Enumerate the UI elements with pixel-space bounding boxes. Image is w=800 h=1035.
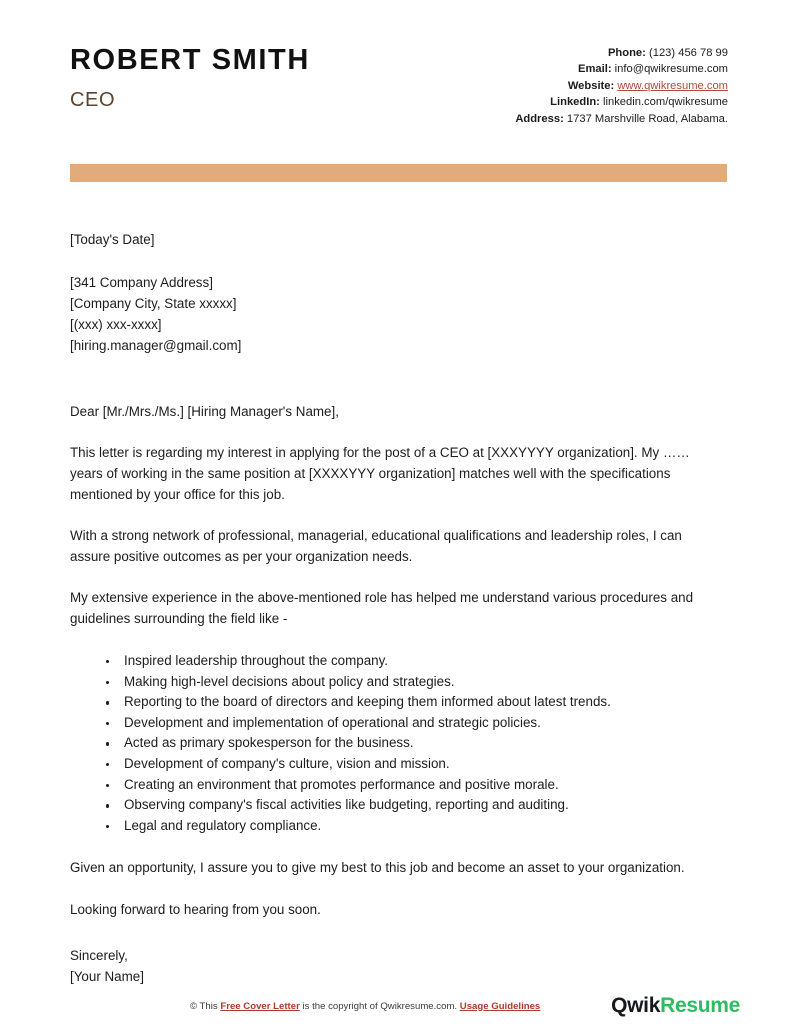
- contact-value-address: 1737 Marshville Road, Alabama.: [566, 112, 728, 125]
- contact-value-phone: (123) 456 78 99: [649, 47, 728, 59]
- usage-guidelines-link[interactable]: Usage Guidelines: [459, 1000, 541, 1012]
- signoff-valediction: Sincerely,: [70, 948, 128, 964]
- free-cover-letter-link[interactable]: Free Cover Letter: [220, 1000, 300, 1012]
- letter-body: [0, 229, 800, 987]
- list-item: Legal and regulatory compliance.: [106, 816, 720, 837]
- letter-closing-paragraph-2: Looking forward to hearing from you soon.: [70, 902, 321, 918]
- list-item: Development of company's culture, vision and mission.: [106, 754, 720, 775]
- contact-row-email: [515, 61, 728, 77]
- accent-divider-bar: [70, 164, 727, 182]
- recipient-line-phone: [(xxx) xxx-xxxx]: [70, 317, 162, 333]
- contact-label-email: Email:: [577, 63, 612, 76]
- letter-date: [Today's Date]: [70, 232, 155, 248]
- letter-salutation: Dear [Mr./Mrs./Ms.] [Hiring Manager's Name],: [70, 404, 339, 420]
- list-item: Acted as primary spokesperson for the business.: [106, 733, 720, 754]
- contact-row-phone: [515, 45, 728, 61]
- list-item: Inspired leadership throughout the company.: [106, 651, 720, 672]
- identity-block: [70, 40, 310, 112]
- letter-header: [0, 0, 800, 127]
- contact-value-email: info@qwikresume.com: [614, 63, 728, 76]
- list-item: Creating an environment that promotes performance and positive morale.: [106, 775, 720, 796]
- logo-text-qwik: Qwik: [611, 994, 661, 1017]
- list-item: Observing company's fiscal activities like budgeting, reporting and auditing.: [106, 795, 720, 816]
- contact-row-website: [515, 78, 728, 94]
- contact-label-address: Address:: [515, 112, 564, 125]
- recipient-address-block: [70, 272, 720, 356]
- letter-paragraph-2: With a strong network of professional, managerial, educational qualifications and leadership roles, I can assure positive outcomes as per your organization needs.: [70, 528, 682, 565]
- list-item: Reporting to the board of directors and keeping them informed about latest trends.: [106, 692, 720, 713]
- contact-details: [515, 40, 728, 127]
- recipient-line-email: [hiring.manager@gmail.com]: [70, 338, 242, 354]
- logo-text-resume: Resume: [660, 994, 740, 1017]
- applicant-name: ROBERT SMITH: [70, 44, 310, 76]
- qwikresume-logo: [611, 994, 740, 1018]
- applicant-job-title: CEO: [70, 89, 116, 112]
- contact-value-website-link[interactable]: www.qwikresume.com: [617, 79, 728, 92]
- responsibilities-list: [70, 651, 720, 836]
- recipient-line-street: [341 Company Address]: [70, 275, 213, 291]
- contact-label-phone: Phone:: [607, 47, 646, 59]
- signoff-name: [Your Name]: [70, 969, 144, 985]
- list-item: Development and implementation of operational and strategic policies.: [106, 713, 720, 734]
- contact-row-address: [515, 111, 728, 127]
- letter-signoff: [70, 945, 720, 987]
- contact-label-website: Website:: [567, 79, 615, 92]
- contact-label-linkedin: LinkedIn:: [550, 96, 600, 109]
- contact-value-linkedin: linkedin.com/qwikresume: [603, 96, 728, 109]
- letter-paragraph-3: My extensive experience in the above-mentioned role has helped me understand various procedures and guidelines surrounding the field like -: [70, 590, 694, 627]
- page-footer: [0, 994, 800, 1018]
- recipient-line-city: [Company City, State xxxxx]: [70, 296, 237, 312]
- list-item: Making high-level decisions about policy and strategies.: [106, 672, 720, 693]
- copyright-notice: [190, 1001, 540, 1012]
- letter-closing-paragraph-1: Given an opportunity, I assure you to give my best to this job and become an asset to your organization.: [70, 860, 685, 876]
- copyright-prefix: © This: [190, 1000, 221, 1012]
- contact-row-linkedin: [515, 94, 728, 110]
- copyright-middle: is the copyright of Qwikresume.com.: [299, 1000, 460, 1012]
- letter-paragraph-1: This letter is regarding my interest in applying for the post of a CEO at [XXXYYYY organization]. My …… years of working in the same position at [XXXXYYY organization] matches well with the specifications mentioned by your office for this job.: [70, 445, 690, 503]
